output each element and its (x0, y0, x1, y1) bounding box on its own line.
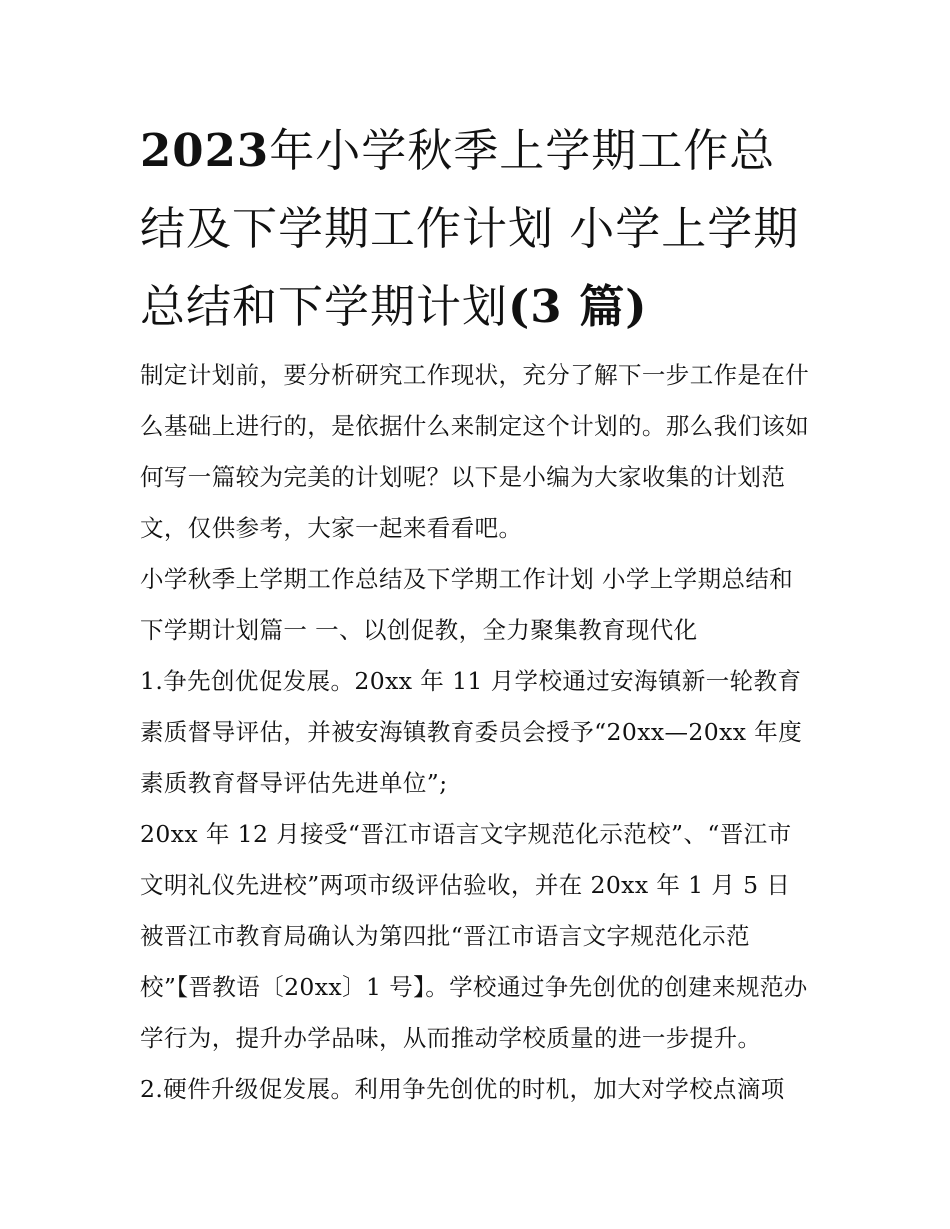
title-count: (3 篇) (508, 280, 648, 333)
paragraph-item-1: 1.争先创优促发展。20xx 年 11 月学校通过安海镇新一轮教育素质督导评估，并被安海镇教育委员会授予“20xx—20xx 年度素质教育督导评估先进单位”; (140, 667, 803, 797)
document-body (140, 112, 812, 1115)
paragraph-item-1-continued: 20xx 年 12 月接受“晋江市语言文字规范化示范校”、“晋江市文明礼仪先进校”两项市级评估验收，并在 20xx 年 1 月 5 日被晋江市教育局确认为第四批“晋江市语言文字规范化示范校”【晋教语〔20xx〕1 号】。学校通过争先创优的创建来规范办学行为，提升办学品味，从而推动学校质量的进一步提升。 (140, 820, 808, 1052)
paragraph-item-2: 2.硬件升级促发展。利用争先创优的时机，加大对学校点滴项 (140, 1075, 785, 1103)
paragraph-intro: 制定计划前，要分析研究工作现状，充分了解下一步工作是在什么基础上进行的，是依据什么来制定这个计划的。那么我们该如何写一篇较为完美的计划呢？以下是小编为大家收集的计划范文，仅供参考，大家一起来看看吧。 (140, 361, 810, 542)
title-year: 2023 (140, 124, 270, 177)
paragraph-section-heading: 小学秋季上学期工作总结及下学期工作计划 小学上学期总结和下学期计划篇一 一、以创促教，全力聚集教育现代化 (140, 565, 794, 644)
title-text: 年小学秋季上学期工作总结及下学期工作计划 小学上学期总结和下学期计划 (140, 124, 800, 333)
document-title (140, 112, 812, 346)
document-title-block (140, 112, 812, 346)
